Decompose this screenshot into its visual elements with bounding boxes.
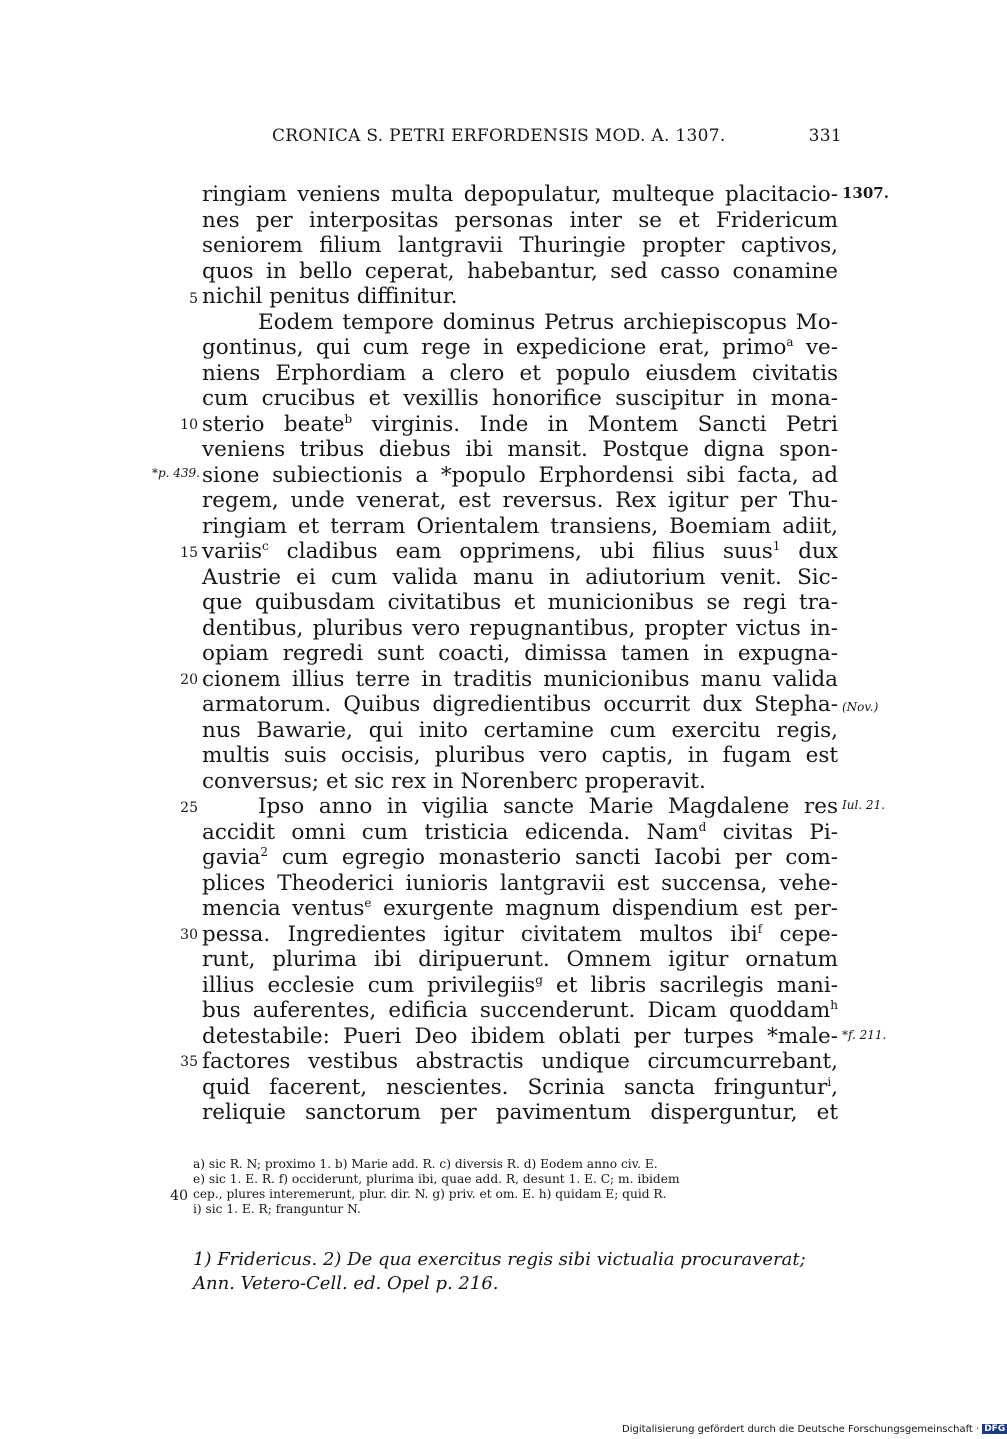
- note-mark: 1: [772, 538, 781, 553]
- text-line: detestabile: Pueri Deo ibidem oblati per turpes *male-: [202, 1024, 838, 1049]
- text-line: ringiam et terram Orientalem transiens, Boemiam adiit,: [202, 514, 838, 539]
- footnote-mark: a: [786, 334, 794, 349]
- commentary-note: 1) Fridericus. 2) De qua exercitus regis sibi victualia procuraverat;: [193, 1249, 806, 1270]
- text-span: variis: [202, 539, 263, 564]
- text-span: ve-: [805, 335, 838, 360]
- text-line: cum crucibus et vexillis honorifice suscipitur in mona-: [202, 386, 838, 411]
- footnote-mark: g: [535, 972, 543, 987]
- text-line: veniens tribus diebus ibi mansit. Postque digna spon-: [202, 437, 838, 462]
- text-line: [202, 973, 838, 999]
- line-number: 25: [180, 800, 198, 816]
- text-line: plices Theoderici iunioris lantgravii est succensa, vehe-: [202, 871, 838, 896]
- note-mark: 2: [260, 844, 269, 859]
- apparatus-line: a) sic R. N; proximo 1. b) Marie add. R. c) diversis R. d) Eodem anno civ. E.: [193, 1157, 658, 1171]
- text-span: sterio beate: [202, 412, 345, 437]
- apparatus-line: e) sic 1. E. R. f) occiderunt, plurima ibi, quae add. R, desunt 1. E. C; m. ibidem: [193, 1172, 680, 1186]
- text-line: opiam regredi sunt coacti, dimissa tamen in expugna-: [202, 641, 838, 666]
- footnote-mark: b: [344, 411, 353, 426]
- text-span: mencia ventus: [202, 896, 365, 921]
- apparatus-line: i) sic 1. E. R; franguntur N.: [193, 1202, 361, 1216]
- text-line: [202, 1075, 838, 1101]
- text-line: nus Bawarie, qui inito certamine cum exercitu regis,: [202, 718, 838, 743]
- footnote-mark: i: [827, 1074, 832, 1089]
- text-line: quos in bello ceperat, habebantur, sed casso conamine: [202, 259, 838, 284]
- text-line: Austrie ei cum valida manu in adiutorium venit. Sic-: [202, 565, 838, 590]
- dfg-logo: DFG: [984, 1424, 1006, 1434]
- text-span: exurgente magnum dispendium est per-: [371, 896, 838, 921]
- text-line: [202, 335, 838, 361]
- text-span: et libris sacrilegis mani-: [542, 973, 839, 998]
- text-span: bus auferentes, edificia succenderunt. Dicam quoddam: [202, 998, 831, 1023]
- running-title: CRONICA S. PETRI ERFORDENSIS MOD. A. 1307.: [272, 126, 726, 146]
- text-span: pessa. Ingredientes igitur civitatem multos ibi: [202, 922, 758, 947]
- running-header: [272, 126, 842, 146]
- page-number: 331: [808, 126, 842, 146]
- text-span: accidit omni cum tristicia edicenda. Nam: [202, 820, 699, 845]
- footnote-mark: d: [698, 819, 707, 834]
- line-number: 40: [170, 1188, 188, 1204]
- text-line: [202, 820, 838, 846]
- margin-date-iul: Iul. 21.: [842, 798, 886, 812]
- commentary-note: Ann. Vetero-Cell. ed. Opel p. 216.: [193, 1273, 499, 1294]
- footnote-mark: f: [757, 921, 763, 936]
- text-line: sione subiectionis a *populo Erphordensi sibi facta, ad: [202, 463, 838, 488]
- text-line: dentibus, pluribus vero repugnantibus, propter victus in-: [202, 616, 838, 641]
- text-line: runt, plurima ibi diripuerunt. Omnem igitur ornatum: [202, 947, 838, 972]
- footnote-mark: h: [830, 997, 838, 1012]
- line-number: 30: [180, 927, 198, 943]
- text-line: nichil penitus diffinitur.: [202, 284, 458, 309]
- text-line: armatorum. Quibus digredientibus occurrit dux Stepha-: [202, 692, 838, 717]
- text-span: ,: [831, 1075, 838, 1100]
- margin-folio-ref: *f. 211.: [842, 1028, 887, 1042]
- text-line: [202, 896, 838, 922]
- text-span: cepe-: [762, 922, 838, 947]
- text-span: gavia: [202, 845, 261, 870]
- text-span: cladibus eam opprimens, ubi filius suus: [268, 539, 773, 564]
- text-line: niens Erphordiam a clero et populo eiusdem civitatis: [202, 361, 838, 386]
- margin-date-nov: (Nov.): [842, 700, 879, 714]
- margin-year: 1307.: [842, 184, 889, 202]
- text-span: dux: [780, 539, 839, 564]
- credit-text: Digitalisierung gefördert durch die Deutsche Forschungsgemeinschaft ·: [622, 1424, 980, 1435]
- text-span: virginis. Inde in Montem Sancti Petri: [352, 412, 838, 437]
- apparatus-line: cep., plures interemerunt, plur. dir. N. g) priv. et om. E. h) quidam E; quid R.: [193, 1187, 667, 1201]
- text-line: ringiam veniens multa depopulatur, multeque placitacio-: [202, 182, 838, 207]
- text-line: Ipso anno in vigilia sancte Marie Magdalene res: [258, 794, 838, 819]
- margin-page-ref: *p. 439.: [151, 466, 200, 480]
- text-span: quid facerent, nescientes. Scrinia sancta fringuntur: [202, 1075, 828, 1100]
- text-line: Eodem tempore dominus Petrus archiepiscopus Mo-: [258, 310, 838, 335]
- text-line: [202, 998, 838, 1024]
- line-number: 20: [180, 672, 198, 688]
- text-line: conversus; et sic rex in Norenberc properavit.: [202, 769, 706, 794]
- text-line: multis suis occisis, pluribus vero captis, in fugam est: [202, 743, 838, 768]
- text-line: regem, unde venerat, est reversus. Rex igitur per Thu-: [202, 488, 838, 513]
- text-line: que quibusdam civitatibus et municionibus se regi tra-: [202, 590, 838, 615]
- text-line: reliquie sanctorum per pavimentum disperguntur, et: [202, 1100, 838, 1125]
- text-line: seniorem filium lantgravii Thuringie propter captivos,: [202, 233, 838, 258]
- text-line: factores vestibus abstractis undique circumcurrebant,: [202, 1049, 838, 1074]
- text-line: [202, 412, 838, 438]
- line-number: 5: [189, 291, 198, 307]
- text-line: cionem illius terre in traditis municionibus manu valida: [202, 667, 838, 692]
- digitization-credit: [622, 1424, 1007, 1435]
- text-span: cum egregio monasterio sancti Iacobi per com-: [268, 845, 838, 870]
- text-span: civitas Pi-: [706, 820, 838, 845]
- text-line: [202, 845, 838, 871]
- text-line: [202, 539, 838, 565]
- text-line: [202, 922, 838, 948]
- text-span: illius ecclesie cum privilegiis: [202, 973, 536, 998]
- text-span: gontinus, qui cum rege in expedicione erat, primo: [202, 335, 787, 360]
- text-line: nes per interpositas personas inter se et Fridericum: [202, 208, 838, 233]
- line-number: 10: [180, 417, 198, 433]
- line-number: 35: [180, 1054, 198, 1070]
- footnote-mark: c: [262, 538, 269, 553]
- line-number: 15: [180, 545, 198, 561]
- footnote-mark: e: [364, 895, 372, 910]
